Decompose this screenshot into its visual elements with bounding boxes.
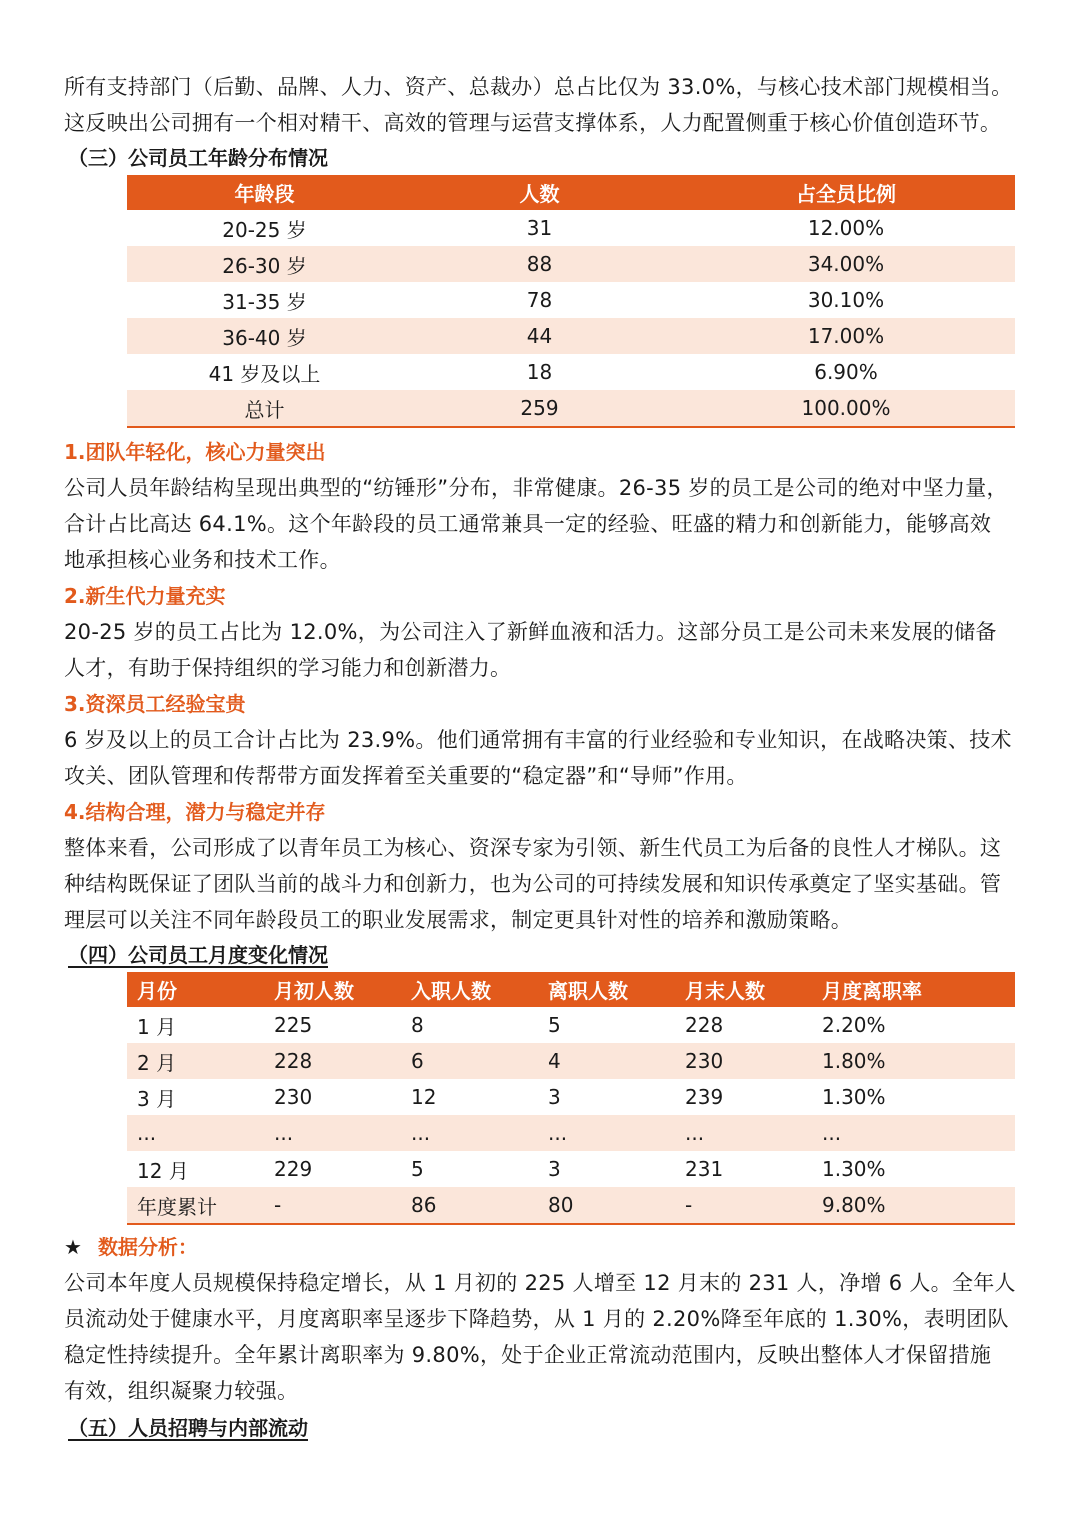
table-cell: 1.30% xyxy=(822,1085,886,1109)
table-cell: 239 xyxy=(685,1085,724,1109)
table-cell: 229 xyxy=(274,1157,313,1181)
table-cell: 78 xyxy=(526,288,553,312)
table-cell: 228 xyxy=(685,1013,724,1037)
column-header: 占全员比例 xyxy=(677,175,1015,210)
table-cell: 5 xyxy=(548,1013,561,1037)
point-4-line: 种结构既保证了团队当前的战斗力和创新力，也为公司的可持续发展和知识传承奠定了坚实基础。管 xyxy=(64,872,1002,896)
table-cell: ... xyxy=(264,1115,401,1151)
table-cell: 6 xyxy=(401,1043,538,1079)
table-header-row xyxy=(127,972,1015,1007)
star-icon: ★ xyxy=(64,1235,82,1259)
table-cell: 2 月 xyxy=(127,1043,264,1079)
table-cell: 4 xyxy=(538,1043,675,1079)
point-4-heading: 4.结构合理，潜力与稳定并存 xyxy=(64,800,326,824)
table-row xyxy=(127,210,1015,246)
table-cell: 5 xyxy=(411,1157,424,1181)
table-row xyxy=(127,354,1015,390)
table-cell: ... xyxy=(401,1115,538,1151)
table-cell: ... xyxy=(127,1115,264,1151)
column-header: 人数 xyxy=(402,175,677,210)
intro-line-1: 所有支持部门（后勤、品牌、人力、资产、总裁办）总占比仅为 33.0%，与核心技术部门规模相当。 xyxy=(64,75,1013,99)
point-2-heading: 2.新生代力量充实 xyxy=(64,584,226,608)
table-cell: 26-30 岁 xyxy=(127,246,402,282)
table-cell: 86 xyxy=(401,1187,538,1224)
table-cell: 88 xyxy=(402,246,677,282)
table-cell: 12.00% xyxy=(807,216,885,240)
table-cell: 1.30% xyxy=(822,1157,886,1181)
section-4-title: （四）公司员工月度变化情况 xyxy=(68,943,328,967)
table-cell: 31-35 岁 xyxy=(222,289,307,314)
analysis-line: 有效，组织凝聚力较强。 xyxy=(64,1379,299,1403)
table-row xyxy=(127,318,1015,354)
point-3-line: 6 岁及以上的员工合计占比为 23.9%。他们通常拥有丰富的行业经验和专业知识，在战略决策、技术 xyxy=(64,728,1012,752)
data-analysis-label: 数据分析： xyxy=(97,1235,198,1259)
column-header: 离职人数 xyxy=(538,972,675,1007)
table-header-row xyxy=(127,175,1015,210)
table-cell: 18 xyxy=(526,360,553,384)
table-row xyxy=(127,1151,1015,1187)
table-cell: 230 xyxy=(675,1043,812,1079)
analysis-line: 稳定性持续提升。全年累计离职率为 9.80%，处于企业正常流动范围内，反映出整体人才保留措施 xyxy=(64,1343,992,1367)
table-cell: 228 xyxy=(264,1043,401,1079)
table-cell: 1 月 xyxy=(137,1014,177,1039)
point-1-line: 合计占比高达 64.1%。这个年龄段的员工通常兼具一定的经验、旺盛的精力和创新能力，能够高效 xyxy=(64,512,992,536)
table-row xyxy=(127,1007,1015,1043)
point-2-line: 20-25 岁的员工占比为 12.0%，为公司注入了新鲜血液和活力。这部分员工是公司未来发展的储备 xyxy=(64,620,997,644)
table-cell: 12 xyxy=(411,1085,437,1109)
point-3-heading: 3.资深员工经验宝贵 xyxy=(64,692,246,716)
table-total-row xyxy=(127,390,1015,427)
point-2-line: 人才，有助于保持组织的学习能力和创新潜力。 xyxy=(64,656,512,680)
table-cell: ... xyxy=(675,1115,812,1151)
column-header: 月末人数 xyxy=(675,972,812,1007)
table-cell: 12 月 xyxy=(137,1158,189,1183)
column-header: 入职人数 xyxy=(401,972,538,1007)
intro-line-2: 这反映出公司拥有一个相对精干、高效的管理与运营支撑体系，人力配置侧重于核心价值创造环节。 xyxy=(64,111,1002,135)
point-1-line: 公司人员年龄结构呈现出典型的“纺锤形”分布，非常健康。26-35 岁的员工是公司的绝对中坚力量， xyxy=(64,476,1008,500)
table-cell: 225 xyxy=(274,1013,313,1037)
point-4-line: 整体来看，公司形成了以青年员工为核心、资深专家为引领、新生代员工为后备的良性人才梯队。这 xyxy=(64,836,1002,860)
table-row xyxy=(127,1043,1015,1079)
data-analysis-heading xyxy=(64,1229,1016,1265)
table-cell: 34.00% xyxy=(677,246,1015,282)
analysis-line: 员流动处于健康水平，月度离职率呈逐步下降趋势，从 1 月的 2.20%降至年底的 1.30%，表明团队 xyxy=(64,1307,1009,1331)
table-row xyxy=(127,1079,1015,1115)
table-cell: 20-25 岁 xyxy=(222,217,307,242)
column-header: 月初人数 xyxy=(264,972,401,1007)
table-cell: - xyxy=(264,1187,401,1224)
point-3-line: 攻关、团队管理和传帮带方面发挥着至关重要的“稳定器”和“导师”作用。 xyxy=(64,764,748,788)
table-cell: 17.00% xyxy=(677,318,1015,354)
table-cell: 41 岁及以上 xyxy=(208,361,321,386)
table-cell: 3 月 xyxy=(137,1086,177,1111)
table-cell: 3 xyxy=(548,1157,561,1181)
table-cell: 6.90% xyxy=(814,360,878,384)
table-cell: 9.80% xyxy=(812,1187,1015,1224)
table-cell: 230 xyxy=(274,1085,313,1109)
table-cell: 1.80% xyxy=(812,1043,1015,1079)
table-cell: 30.10% xyxy=(807,288,885,312)
table-cell: 44 xyxy=(402,318,677,354)
point-1-heading: 1.团队年轻化，核心力量突出 xyxy=(64,440,326,464)
table-cell: 8 xyxy=(411,1013,424,1037)
monthly-change-table xyxy=(127,972,1015,1225)
table-row xyxy=(127,1115,1015,1151)
table-cell: 31 xyxy=(526,216,553,240)
table-row xyxy=(127,246,1015,282)
table-cell: 259 xyxy=(402,390,677,427)
table-cell: 80 xyxy=(538,1187,675,1224)
table-cell: 100.00% xyxy=(677,390,1015,427)
table-cell: ... xyxy=(812,1115,1015,1151)
section-3-title: （三）公司员工年龄分布情况 xyxy=(68,146,328,170)
column-header: 月份 xyxy=(127,972,264,1007)
table-cell: 231 xyxy=(685,1157,724,1181)
analysis-line: 公司本年度人员规模保持稳定增长，从 1 月初的 225 人增至 12 月末的 231 人，净增 6 人。全年人 xyxy=(64,1271,1016,1295)
table-cell: ... xyxy=(538,1115,675,1151)
table-total-row xyxy=(127,1187,1015,1224)
column-header: 月度离职率 xyxy=(812,972,1015,1007)
point-4-line: 理层可以关注不同年龄段员工的职业发展需求，制定更具针对性的培养和激励策略。 xyxy=(64,908,853,932)
table-cell: - xyxy=(675,1187,812,1224)
section-5-title: （五）人员招聘与内部流动 xyxy=(68,1416,308,1440)
table-cell: 2.20% xyxy=(822,1013,886,1037)
table-row xyxy=(127,282,1015,318)
point-1-line: 地承担核心业务和技术工作。 xyxy=(64,548,341,572)
table-cell: 36-40 岁 xyxy=(127,318,402,354)
table-cell: 总计 xyxy=(127,390,402,427)
table-cell: 3 xyxy=(548,1085,561,1109)
age-distribution-table xyxy=(127,175,1015,428)
column-header: 年龄段 xyxy=(127,175,402,210)
table-cell: 年度累计 xyxy=(127,1187,264,1224)
